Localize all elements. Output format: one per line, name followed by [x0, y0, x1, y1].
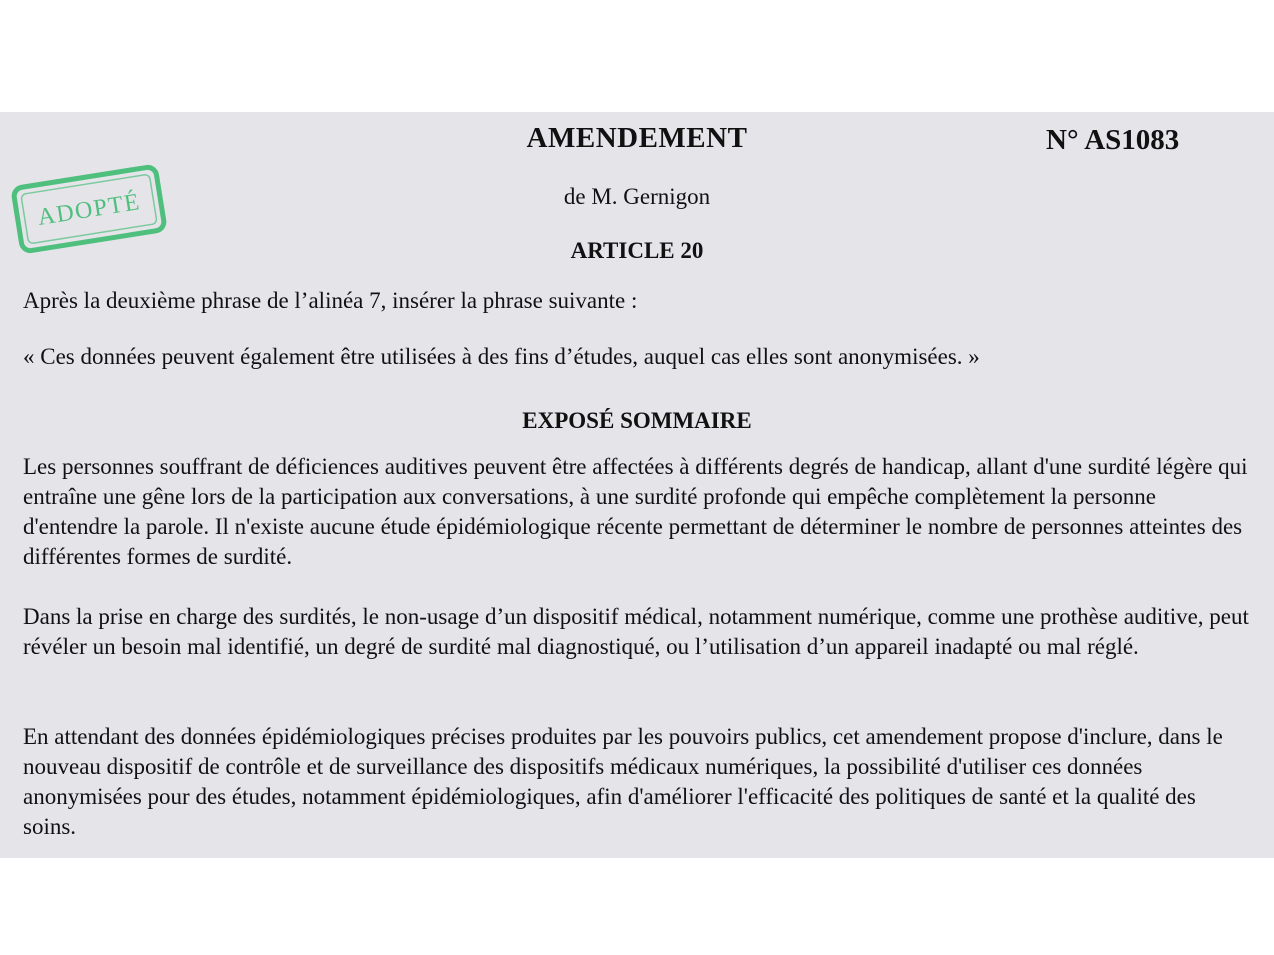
amendment-document: [0, 112, 1274, 858]
expose-paragraph: En attendant des données épidémiologiques précises produites par les pouvoirs publics, cet amendement propose d'inclure, dans le nouveau dispositif de contrôle et de surveillance des dispositifs médicaux numériques, la possibilité d'utiliser ces données anonymisées pour des études, notamment épidémiologiques, afin d'améliorer l'efficacité des politiques de santé et la qualité des soins.: [23, 724, 1223, 839]
amendment-number: N° AS1083: [1046, 124, 1180, 156]
inserted-sentence: « Ces données peuvent également être utilisées à des fins d’études, auquel cas elles sont anonymisées. »: [23, 344, 980, 369]
author-line: de M. Gernigon: [563, 184, 711, 209]
expose-paragraph: Dans la prise en charge des surdités, le non-usage d’un dispositif médical, notamment numérique, comme une prothèse auditive, peut révéler un besoin mal identifié, un degré de surdité mal diagnostiqué, ou l’utilisation d’un appareil inadapté ou mal réglé.: [23, 604, 1249, 659]
article-heading: ARTICLE 20: [570, 238, 704, 263]
instruction-text: Après la deuxième phrase de l’alinéa 7, insérer la phrase suivante :: [23, 288, 638, 313]
expose-heading: EXPOSÉ SOMMAIRE: [522, 408, 752, 433]
document-title: AMENDEMENT: [526, 122, 748, 154]
stamp-text: ADOPTÉ: [35, 189, 143, 231]
expose-paragraph: Les personnes souffrant de déficiences auditives peuvent être affectées à différents degrés de handicap, allant d'une surdité légère qui entraîne une gêne lors de la participation aux conversations, à une surdité profonde qui empêche complètement la personne d'entendre la parole. Il n'existe aucune étude épidémiologique récente permettant de déterminer le nombre de personnes atteintes des différentes formes de surdité.: [23, 454, 1248, 569]
